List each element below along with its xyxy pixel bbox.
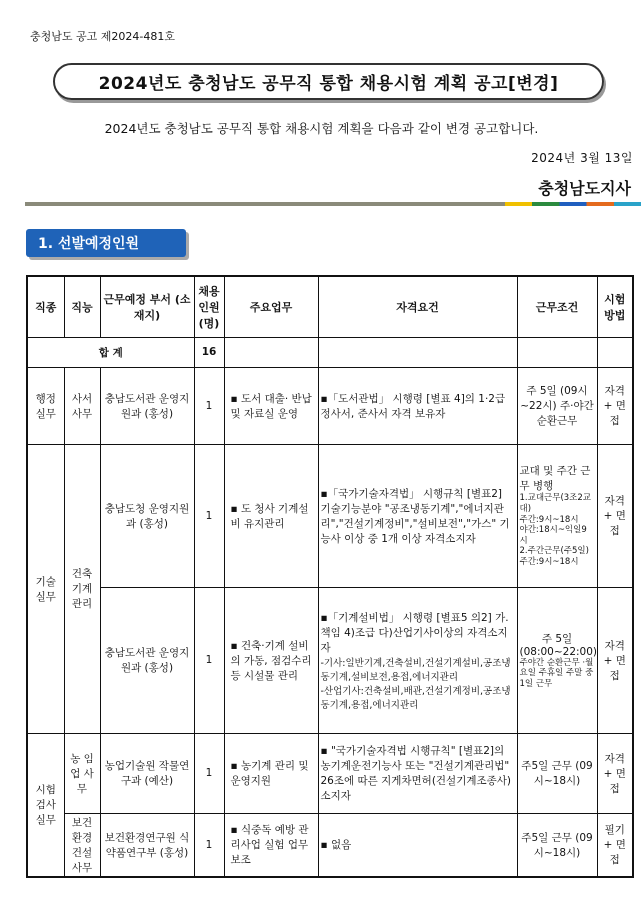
exam-cell: 자격 + 면접 xyxy=(597,444,633,587)
total-row xyxy=(27,337,633,367)
dept-cell: 충남도서관 운영지원과 (홍성) xyxy=(100,367,194,444)
exam-cell: 자격 + 면접 xyxy=(597,367,633,444)
announcement-date: 2024년 3월 13일 xyxy=(531,151,633,165)
work-detail: 2.주간근무(주5일) xyxy=(519,546,589,557)
table-header-row xyxy=(27,276,633,337)
job-role-cell: 사서 사무 xyxy=(64,367,100,444)
count-cell: 1 xyxy=(194,813,224,877)
header-job-role: 직능 xyxy=(64,276,100,337)
work-main: 주 5일 (08:00~22:00) xyxy=(519,632,598,658)
qual-main: ▪「기계설비법」 시행령 [별표5 의2] 가.책임 4)조급 다)산업기사이상의 자격소지자 xyxy=(320,611,509,654)
section-heading: 1. 선발예정인원 xyxy=(26,229,186,257)
count-cell: 1 xyxy=(194,367,224,444)
duty-cell: ▪ 식중독 예방 관리사업 실험 업무보조 xyxy=(224,813,318,877)
job-role-cell: 농 임업 사무 xyxy=(64,733,100,813)
header-dept: 근무예정 부서 (소재지) xyxy=(100,276,194,337)
work-cell: 주5일 근무 (09시~18시) xyxy=(517,733,597,813)
table-row xyxy=(27,367,633,444)
divider xyxy=(25,202,505,206)
table-row xyxy=(27,733,633,813)
header-qual: 자격요건 xyxy=(318,276,517,337)
work-detail: 주간:9시~18시 xyxy=(519,514,579,525)
duty-cell: ▪ 농기계 관리 및 운영지원 xyxy=(224,733,318,813)
job-role-cell: 건축 기계 관리 xyxy=(64,444,100,733)
exam-cell: 자격 + 면접 xyxy=(597,587,633,733)
work-detail: 야간:18시~익일9시 xyxy=(519,525,587,546)
job-type-cell: 행정 실무 xyxy=(27,367,64,444)
doc-number: 충청남도 공고 제2024-481호 xyxy=(30,30,175,43)
header-duty: 주요업무 xyxy=(224,276,318,337)
header-exam: 시험 방법 xyxy=(597,276,633,337)
total-count: 16 xyxy=(194,337,224,367)
work-main: 교대 및 주간 근무 병행 xyxy=(519,465,591,493)
count-cell: 1 xyxy=(194,444,224,587)
intro-text: 2024년도 충청남도 공무직 통합 채용시험 계획을 다음과 같이 변경 공고합니다. xyxy=(104,121,539,136)
duty-cell: ▪ 도서 대출· 반납 및 자료실 운영 xyxy=(224,367,318,444)
duty-cell: ▪ 도 청사 기계설비 유지관리 xyxy=(224,444,318,587)
work-cell xyxy=(517,587,597,733)
header-work: 근무조건 xyxy=(517,276,597,337)
qual-cell: ▪ 없음 xyxy=(318,813,517,877)
work-detail: 주간:9시~18시 xyxy=(519,557,579,568)
divider-accent xyxy=(505,202,641,206)
header-count: 채용 인원 (명) xyxy=(194,276,224,337)
qual-cell: ▪「국가기술자격법」 시행규칙 [별표2] 기술기능분야 "공조냉동기계","에너지관리","건설기계정비","설비보전","가스" 기능사 이상 중 1개 이상 자격소지자 xyxy=(318,444,517,587)
dept-cell: 보건환경연구원 식약품연구부 (홍성) xyxy=(100,813,194,877)
exam-cell: 필기 + 면접 xyxy=(597,813,633,877)
qual-cell: ▪「도서관법」 시행령 [별표 4]의 1·2급 정사서, 준사서 자격 보유자 xyxy=(318,367,517,444)
table-row xyxy=(27,587,633,733)
work-cell xyxy=(517,444,597,587)
qual-sub: -산업기사:건축설비,배관,건설기계정비,공조냉동기계,용접,에너지관리 xyxy=(320,685,511,711)
table-row xyxy=(27,813,633,877)
job-type-cell: 기술 실무 xyxy=(27,444,64,733)
work-cell: 주 5일 (09시~22시) 주·야간 순환근무 xyxy=(517,367,597,444)
dept-cell: 농업기술원 작물연구과 (예산) xyxy=(100,733,194,813)
page-title: 2024년도 충청남도 공무직 통합 채용시험 계획 공고[변경] xyxy=(53,63,604,100)
total-label: 합 계 xyxy=(27,337,194,367)
qual-sub: -기사:일반기계,건축설비,건설기계설비,공조냉동기계,설비보전,용접,에너지관리 xyxy=(320,657,511,683)
exam-cell: 자격 + 면접 xyxy=(597,733,633,813)
work-cell: 주5일 근무 (09시~18시) xyxy=(517,813,597,877)
job-role-cell: 보건 환경 건설 사무 xyxy=(64,813,100,877)
job-type-cell: 시험 검사 실무 xyxy=(27,733,64,877)
count-cell: 1 xyxy=(194,733,224,813)
work-detail: 주야간 순환근무 ·월요일 주휴일 주말 중 1일 근무 xyxy=(519,657,594,689)
dept-cell: 충남도서관 운영지원과 (홍성) xyxy=(100,587,194,733)
work-detail: 1.교대근무(3조2교대) xyxy=(519,493,592,514)
header-job-type: 직종 xyxy=(27,276,64,337)
duty-cell: ▪ 건축·기계 설비의 가동, 점검수리 등 시설물 관리 xyxy=(224,587,318,733)
recruitment-table xyxy=(26,275,634,878)
qual-cell: ▪ "국가기술자격법 시행규칙" [별표2]의 농기계운전기능사 또는 "건설기계관리법" 26조에 따른 지게차면허(건설기계조종사) 소지자 xyxy=(318,733,517,813)
dept-cell: 충남도청 운영지원과 (홍성) xyxy=(100,444,194,587)
count-cell: 1 xyxy=(194,587,224,733)
table-row xyxy=(27,444,633,587)
issuing-organization: 충청남도지사 xyxy=(538,179,631,198)
qual-cell xyxy=(318,587,517,733)
